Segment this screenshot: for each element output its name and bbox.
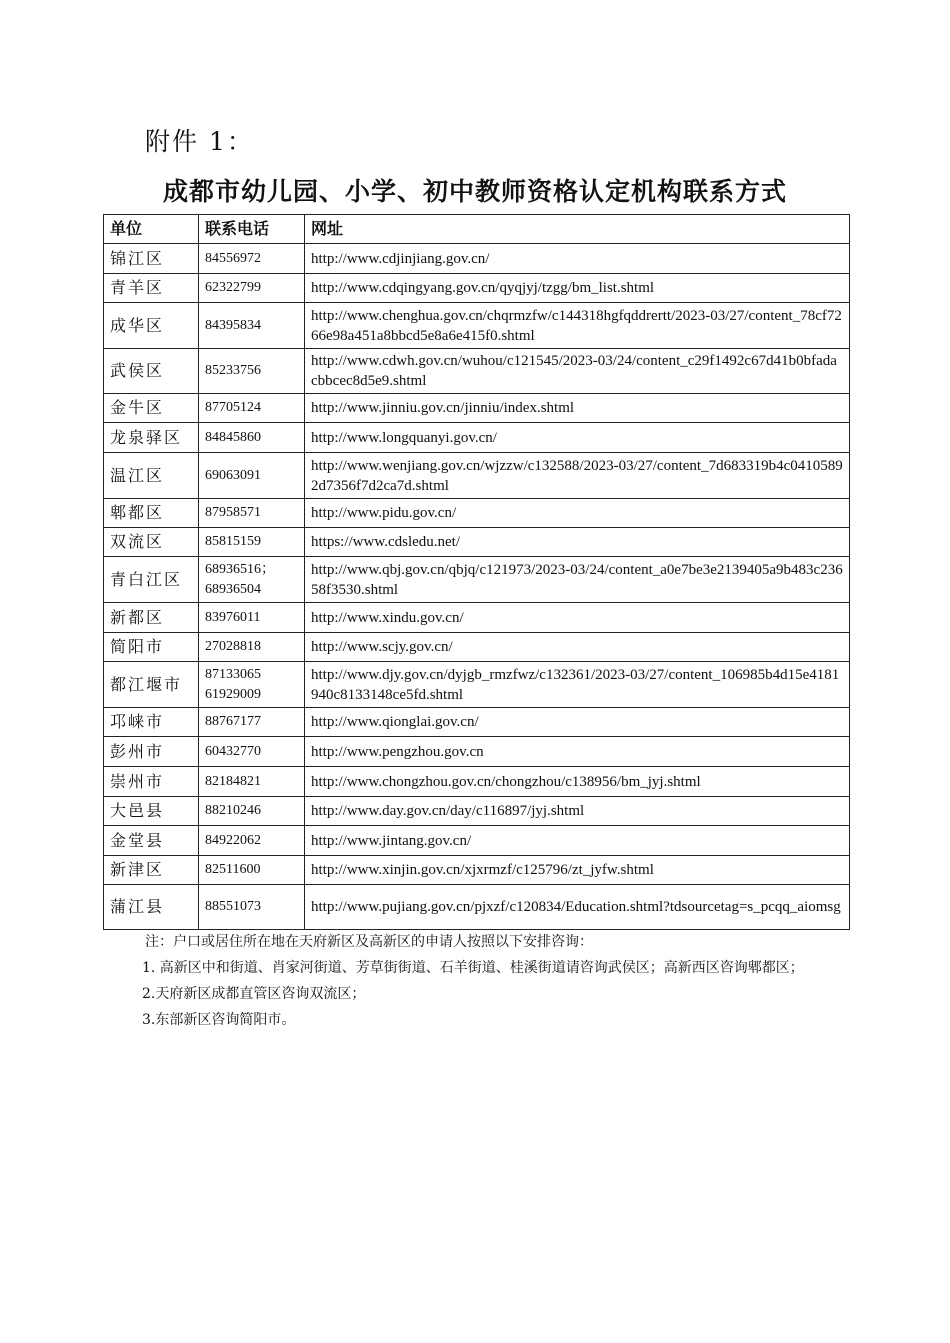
phone-cell: 62322799	[199, 274, 305, 303]
table-row	[104, 244, 850, 274]
table-row	[104, 737, 850, 767]
table-row	[104, 885, 850, 930]
unit-cell: 大邑县	[104, 797, 199, 826]
url-link[interactable]: http://www.chenghua.gov.cn/chqrmzfw/c144318hgfqddrertt/2023-03/27/content_78cf7266e98a451a8bbcd5e8a6e415f0.shtml	[305, 303, 850, 349]
unit-cell: 郫都区	[104, 499, 199, 528]
table-row	[104, 856, 850, 885]
table-row	[104, 662, 850, 708]
header-unit: 单位	[104, 215, 199, 244]
table-row	[104, 633, 850, 662]
table-row	[104, 708, 850, 737]
url-link[interactable]: http://www.jintang.gov.cn/	[305, 826, 850, 856]
unit-cell: 新都区	[104, 603, 199, 633]
url-link[interactable]: http://www.pengzhou.gov.cn	[305, 737, 850, 767]
url-link[interactable]: http://www.wenjiang.gov.cn/wjzzw/c132588/2023-03/27/content_7d683319b4c04105892d7356f7d2ca7d.shtml	[305, 453, 850, 499]
unit-cell: 青羊区	[104, 274, 199, 303]
table-row	[104, 528, 850, 557]
phone-cell: 84922062	[199, 826, 305, 856]
notes-section	[142, 929, 825, 1033]
unit-cell: 金堂县	[104, 826, 199, 856]
page-title: 成都市幼儿园、小学、初中教师资格认定机构联系方式	[162, 177, 787, 206]
unit-cell: 都江堰市	[104, 662, 199, 708]
url-link[interactable]: http://www.xinjin.gov.cn/xjxrmzf/c125796/zt_jyfw.shtml	[305, 856, 850, 885]
unit-cell: 新津区	[104, 856, 199, 885]
phone-cell: 68936516； 68936504	[199, 557, 305, 603]
url-link[interactable]: http://www.longquanyi.gov.cn/	[305, 423, 850, 453]
url-link[interactable]: http://www.xindu.gov.cn/	[305, 603, 850, 633]
phone-cell: 85815159	[199, 528, 305, 557]
url-link[interactable]: http://www.cdjinjiang.gov.cn/	[305, 244, 850, 274]
phone-cell: 85233756	[199, 349, 305, 394]
phone-cell: 82184821	[199, 767, 305, 797]
unit-cell: 金牛区	[104, 394, 199, 423]
table-row	[104, 274, 850, 303]
url-link[interactable]: http://www.pujiang.gov.cn/pjxzf/c120834/Education.shtml?tdsourcetag=s_pcqq_aiomsg	[305, 885, 850, 930]
unit-cell: 彭州市	[104, 737, 199, 767]
phone-cell: 88210246	[199, 797, 305, 826]
url-link[interactable]: http://www.djy.gov.cn/dyjgb_rmzfwz/c132361/2023-03/27/content_106985b4d15e4181940c8133148ce5fd.shtml	[305, 662, 850, 708]
unit-cell: 崇州市	[104, 767, 199, 797]
url-link[interactable]: http://www.cdwh.gov.cn/wuhou/c121545/2023-03/24/content_c29f1492c67d41b0bfadacbbcec8d5e9.shtml	[305, 349, 850, 394]
url-link[interactable]: http://www.qionglai.gov.cn/	[305, 708, 850, 737]
attachment-label: 附件 1：	[145, 127, 254, 156]
url-link[interactable]: http://www.scjy.gov.cn/	[305, 633, 850, 662]
table-row	[104, 603, 850, 633]
unit-cell: 成华区	[104, 303, 199, 349]
unit-cell: 温江区	[104, 453, 199, 499]
table-row	[104, 453, 850, 499]
table-row	[104, 826, 850, 856]
note-line: 1. 高新区中和街道、肖家河街道、芳草街街道、石羊街道、桂溪街道请咨询武侯区；高新西区咨询郫都区；	[142, 960, 804, 976]
url-link[interactable]: http://www.cdqingyang.gov.cn/qyqjyj/tzgg/bm_list.shtml	[305, 274, 850, 303]
phone-cell: 88551073	[199, 885, 305, 930]
unit-cell: 青白江区	[104, 557, 199, 603]
header-phone: 联系电话	[199, 215, 305, 244]
unit-cell: 武侯区	[104, 349, 199, 394]
phone-cell: 84845860	[199, 423, 305, 453]
table-row	[104, 394, 850, 423]
phone-cell: 84395834	[199, 303, 305, 349]
table-row	[104, 767, 850, 797]
table-row	[104, 349, 850, 394]
header-url: 网址	[305, 215, 850, 244]
unit-cell: 龙泉驿区	[104, 423, 199, 453]
phone-cell: 60432770	[199, 737, 305, 767]
unit-cell: 锦江区	[104, 244, 199, 274]
note-line: 2.天府新区成都直管区咨询双流区；	[142, 986, 366, 1002]
url-link[interactable]: http://www.jinniu.gov.cn/jinniu/index.shtml	[305, 394, 850, 423]
url-link[interactable]: https://www.cdsledu.net/	[305, 528, 850, 557]
url-link[interactable]: http://www.pidu.gov.cn/	[305, 499, 850, 528]
phone-cell: 82511600	[199, 856, 305, 885]
phone-cell: 27028818	[199, 633, 305, 662]
contact-table	[103, 214, 850, 930]
phone-cell: 83976011	[199, 603, 305, 633]
note-line: 注：户口或居住所在地在天府新区及高新区的申请人按照以下安排咨询：	[145, 934, 593, 950]
url-link[interactable]: http://www.chongzhou.gov.cn/chongzhou/c138956/bm_jyj.shtml	[305, 767, 850, 797]
url-link[interactable]: http://www.day.gov.cn/day/c116897/jyj.shtml	[305, 797, 850, 826]
phone-cell: 87705124	[199, 394, 305, 423]
unit-cell: 邛崃市	[104, 708, 199, 737]
table-row	[104, 797, 850, 826]
phone-cell: 69063091	[199, 453, 305, 499]
phone-cell: 87133065 61929009	[199, 662, 305, 708]
phone-cell: 84556972	[199, 244, 305, 274]
unit-cell: 简阳市	[104, 633, 199, 662]
phone-cell: 88767177	[199, 708, 305, 737]
phone-cell: 87958571	[199, 499, 305, 528]
table-header-row	[104, 215, 850, 244]
table-row	[104, 423, 850, 453]
unit-cell: 蒲江县	[104, 885, 199, 930]
note-line: 3.东部新区咨询简阳市。	[142, 1012, 296, 1028]
table-row	[104, 557, 850, 603]
table-row	[104, 303, 850, 349]
table-row	[104, 499, 850, 528]
url-link[interactable]: http://www.qbj.gov.cn/qbjq/c121973/2023-03/24/content_a0e7be3e2139405a9b483c23658f3530.shtml	[305, 557, 850, 603]
unit-cell: 双流区	[104, 528, 199, 557]
